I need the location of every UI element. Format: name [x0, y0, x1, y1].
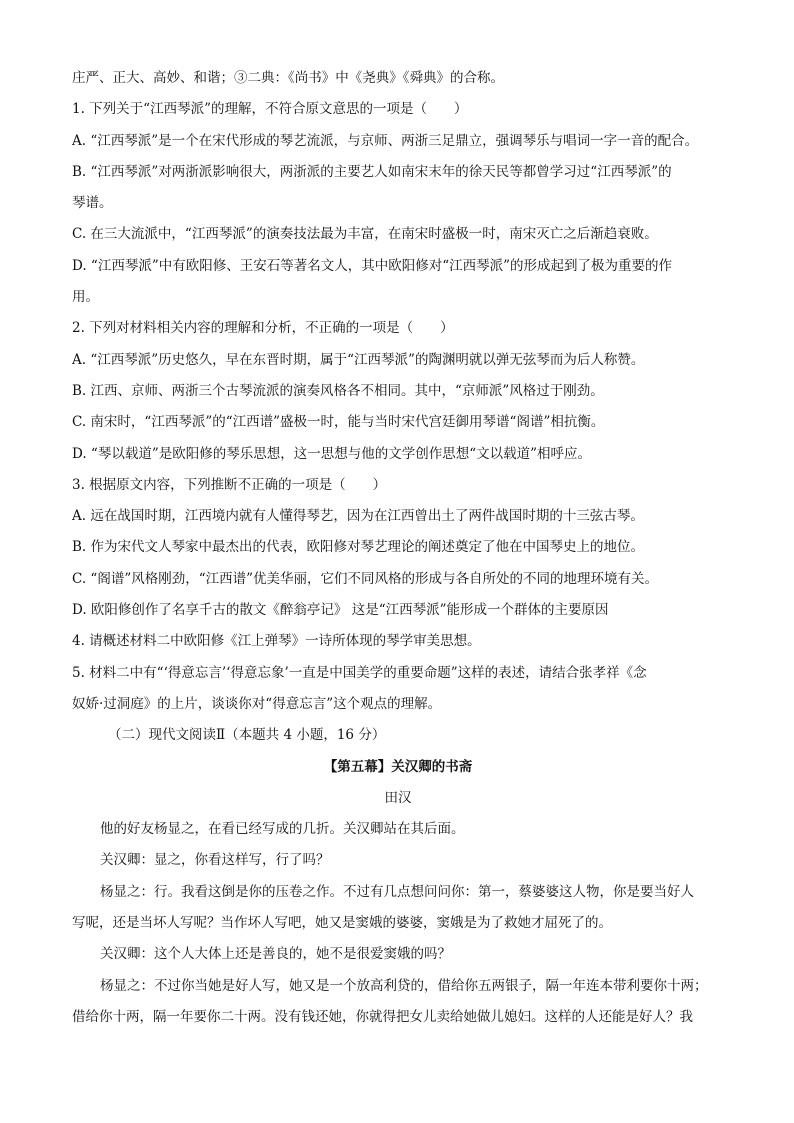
q3-option-a: A. 远在战国时期，江西境内就有人懂得琴艺，因为在江西曾出土了两件战国时期的十三弦古琴。: [72, 508, 644, 525]
dialogue-yang-2: 杨显之：不过你当她是好人写，她又是一个放高利贷的，借给你五两银子，隔一年连本带利要你十两；: [100, 977, 708, 994]
q2-option-d: D. “琴以载道”是欧阳修的琴乐思想，这一思想与他的文学创作思想“文以载道”相呼应。: [72, 445, 592, 462]
q2-option-a: A. “江西琴派”历史悠久，早在东晋时期，属于“江西琴派”的陶渊明就以弹无弦琴而为后人称赞。: [72, 351, 645, 368]
question-3: 3. 根据原文内容，下列推断不正确的一项是（ ）: [72, 476, 387, 493]
section-heading: （二）现代文阅读Ⅱ（本题共 4 小题，16 分）: [108, 727, 386, 744]
q3-option-b: B. 作为宋代文人琴家中最杰出的代表，欧阳修对琴艺理论的阐述奠定了他在中国琴史上的地位。: [72, 539, 645, 556]
q3-option-d: D. 欧阳修创作了名享千古的散文《醉翁亭记》 这是“江西琴派”能形成一个群体的主要原因: [72, 602, 609, 619]
question-5: 5. 材料二中有“‘得意忘言’‘得意忘象’一直是中国美学的重要命题”这样的表述，请结合张孝祥《念: [72, 664, 647, 681]
q3-option-c: C. “阁谱”风格刚劲，“江西谱”优美华丽，它们不同风格的形成与各自所处的不同的地理环境有关。: [72, 570, 659, 587]
q1-option-b: B. “江西琴派”对两浙派影响很大，两浙派的主要艺人如南宋末年的徐天民等都曾学习过“江西琴派”的: [72, 163, 672, 180]
dialogue-yang-1: 杨显之：行。我看这倒是你的压卷之作。不过有几点想问问你：第一，蔡婆婆这人物，你是要当好人: [100, 883, 694, 900]
dialogue-yang-1-cont: 写呢，还是当坏人写呢？当作坏人写吧，她又是窦娥的婆婆，窦娥是为了救她才屈死了的。: [72, 915, 612, 932]
material-note-continued: 庄严、正大、高妙、和谐；③二典：《尚书》中《尧典》《舜典》的合称。: [72, 70, 504, 86]
document-page: [72, 63, 724, 1033]
question-2: 2. 下列对材料相关内容的理解和分析，不正确的一项是（ ）: [72, 320, 454, 337]
q1-option-d: D. “江西琴派”中有欧阳修、王安石等著名文人，其中欧阳修对“江西琴派”的形成起到了极为重要的作: [72, 257, 673, 274]
q1-option-c: C. 在三大流派中，“江西琴派”的演奏技法最为丰富，在南宋时盛极一时，南宋灭亡之后渐趋衰败。: [72, 226, 658, 243]
dialogue-yang-2-cont: 借给你十两，隔一年要你二十两。没有钱还她，你就得把女儿卖给她做儿媳妇。这样的人还能是好人？我: [72, 1008, 693, 1025]
q2-option-c: C. 南宋时，“江西琴派”的“江西谱”盛极一时，能与当时宋代宫廷御用琴谱“阁谱”相抗衡。: [72, 414, 605, 431]
q1-option-d-cont: 用。: [72, 289, 99, 306]
dialogue-guan-2: 关汉卿：这个人大体上还是善良的，她不是很爱窦娥的吗？: [100, 946, 451, 963]
stage-direction: 他的好友杨显之，在看已经写成的几折。关汉卿站在其后面。: [100, 821, 465, 838]
q1-option-b-cont: 琴谱。: [72, 195, 113, 212]
dialogue-guan-1: 关汉卿：显之，你看这样写，行了吗？: [100, 852, 330, 869]
passage-title: 【第五幕】关汉卿的书斋: [323, 758, 473, 775]
question-5-cont: 奴娇·过洞庭》的上片，谈谈你对“得意忘言”这个观点的理解。: [72, 695, 442, 712]
question-1: 1. 下列关于“江西琴派”的理解，不符合原文意思的一项是（ ）: [72, 101, 468, 118]
q2-option-b: B. 江西、京师、两浙三个古琴流派的演奏风格各不相同。其中，“京师派”风格过于刚劲。: [72, 382, 604, 399]
question-4: 4. 请概述材料二中欧阳修《江上弹琴》一诗所体现的琴学审美思想。: [72, 633, 481, 650]
q1-option-a: A. “江西琴派”是一个在宋代形成的琴艺流派，与京师、两浙三足鼎立，强调琴乐与唱词一字一音的配合。: [72, 132, 699, 149]
passage-author: 田汉: [384, 789, 412, 806]
